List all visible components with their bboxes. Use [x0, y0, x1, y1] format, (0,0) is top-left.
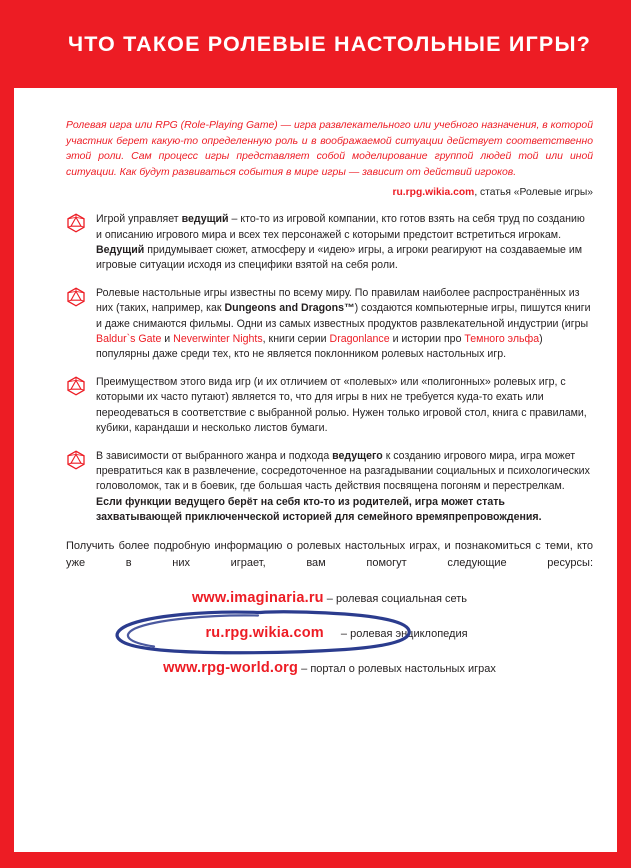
bullet-text: [96, 375, 593, 436]
intro-paragraph: Ролевая игра или RPG (Role-Playing Game) — игра развлекательного или учебного назначения, в которой участник берет какую-то определенную роль и в воображаемой ситуации действует соответственно этой роли. Сам процесс игры представляет собой моделирование группой людей той или иной ситуации. Как будут развиваться события в мире игры — зависит от действий игроков.: [66, 120, 593, 178]
bullet-item: [66, 212, 593, 273]
bullet-text-span: ) создаются компьютерные игры, пишутся книги и даже снимаются фильмы. Одни из самых известных продуктов развлекательной индустрии (игры: [96, 302, 591, 330]
source-link[interactable]: ru.rpg.wikia.com: [392, 187, 475, 199]
resource-link-row: [66, 621, 593, 645]
bullet-text-span: ведущего: [332, 450, 383, 463]
bullet-text-span: придумывает сюжет, атмосферу и «идею» игры, а игроки реагируют на создаваемые им игровые ситуации исходя из специфики взятой на себя роли.: [96, 243, 583, 271]
bullet-item: [66, 375, 593, 436]
resource-link-url[interactable]: www.rpg-world.org: [163, 660, 299, 677]
page-header: [14, 0, 631, 88]
bullet-text: [96, 212, 593, 273]
bullet-text: [96, 449, 593, 525]
bullet-list: [66, 212, 593, 525]
bullet-text-span: Преимуществом этого вида игр (и их отличием от «полевых» или «полигонных» ролевых игр, с которыми их часто путают) является то, что для игры в них не требуется куда-то ехать или переодеваться в соответствие с выбранной ролью. Нужен только игровой стол, книга с правилами, кубики, карандаши и несколько листов бумаги.: [96, 376, 587, 434]
circled-link-wrapper: [191, 621, 337, 645]
resource-links: [66, 590, 593, 676]
resource-link-description: – портал о ролевых настольных играх: [298, 663, 496, 676]
bullet-text: [96, 286, 593, 362]
bullet-item: [66, 449, 593, 525]
bullet-text-span: Если функции ведущего берёт на себя кто-то из родителей, игра может стать захватывающей приключенческой историей для семейного времяпрепровождения.: [96, 495, 542, 523]
resource-link-url[interactable]: www.imaginaria.ru: [191, 590, 324, 607]
resource-link-description: – ролевая энциклопедия: [337, 628, 468, 641]
bullet-text-span: Ролевые настольные игры известны по всему миру. По правилам наиболее распространённых из них (таких, например, как: [96, 287, 580, 315]
bullet-text-span: ) популярны даже среди тех, кто не является поклонником ролевых настольных игр.: [96, 332, 543, 360]
source-article: , статья «Ролевые игры»: [474, 187, 593, 199]
bullet-item: [66, 286, 593, 362]
resource-link-url[interactable]: ru.rpg.wikia.com: [205, 625, 324, 642]
bullet-text-span: к созданию игрового мира, игра может превратиться как в развлечение, сосредоточенное на разгадывании социальных и психологических головоломок, так и в боевик, где большая часть действия посвящена погоням и перестрелкам.: [96, 450, 590, 493]
bullet-text-span: , книги серии: [262, 332, 330, 345]
bullet-text-span: Темного эльфа: [464, 332, 540, 345]
bullet-text-span: – кто-то из игровой компании, кто готов взять на себя труд по созданию и описанию игрового мира и всех тех персонажей с которыми предстоит встретиться игрокам.: [96, 213, 585, 241]
bullet-text-span: Dragonlance: [329, 332, 390, 345]
bullet-text-span: ведущий: [181, 213, 229, 226]
bullet-text-span: В зависимости от выбранного жанра и подхода: [96, 450, 333, 463]
resource-link-description: – ролевая социальная сеть: [323, 593, 468, 606]
page-content: [28, 88, 631, 852]
bullet-text-span: Dungeons and Dragons™: [224, 302, 355, 315]
bullet-text-span: Baldur`s Gate: [96, 332, 162, 345]
page-title: ЧТО ТАКОЕ РОЛЕВЫЕ НАСТОЛЬНЫЕ ИГРЫ?: [67, 31, 592, 56]
source-attribution: [66, 187, 593, 198]
d20-die-icon: [66, 376, 86, 396]
bullet-text-span: и: [161, 332, 174, 345]
d20-die-icon: [66, 450, 86, 470]
bullet-text-span: и истории про: [389, 332, 465, 345]
d20-die-icon: [66, 213, 86, 233]
bullet-text-span: Игрой управляет: [96, 213, 182, 226]
closing-paragraph: Получить более подробную информацию о ролевых настольных играх, и познакомиться с теми, кто уже в них играет, вам помогут следующие ресурсы:: [66, 540, 593, 570]
resource-link-row: [66, 590, 593, 606]
bullet-text-span: Ведущий: [96, 243, 145, 256]
resource-link-row: [66, 660, 593, 676]
d20-die-icon: [66, 287, 86, 307]
bullet-text-span: Neverwinter Nights: [173, 332, 263, 345]
